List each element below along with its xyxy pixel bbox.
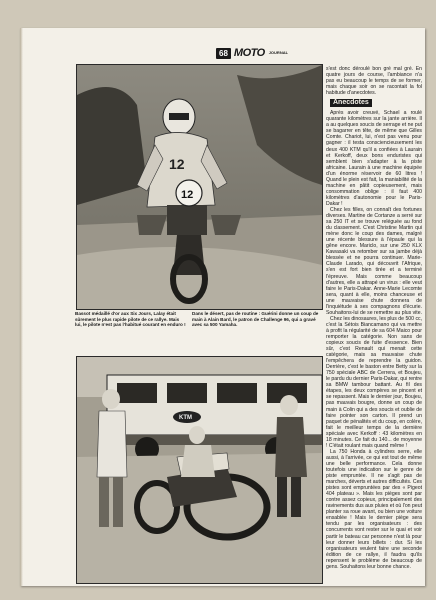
magazine-logo-sub: JOURNAL xyxy=(268,50,289,55)
article-heading: Anecdotes xyxy=(330,99,372,107)
rider-photo xyxy=(76,64,323,310)
number-plate: 12 xyxy=(181,189,194,201)
article-paragraph: Après avoir creuvé, Schael a roulé quarante kilomètres sur la jante arrière. Il a au quelques soucis de serrage et ne put se bagarrer en tête, de même que Gilles Comte. Chariot, lui, n'est pas venu pour gagner : il testa consciencieusement les deux 400 KTM qu'il a confiées à Laurain et Kerkoff, deux bons enduristes qui semblent bien s'adapter à la piste africaine. Laurain à une machine équipée d'un énorme réservoir de 60 litres ! Quand le plein est fait, la maniabilité de la machine en pâtit copieusement, mais consommation oblige : il faut 400 kilomètres d'autonomie pour le Paris-Dakar ! xyxy=(326,110,422,207)
caption-rider-photo: Bassot médaillé d'or aux Six Jours, Lalay était sûrement le plus rapide pilote de ce rallye. Mais lui, le pilote n'est pas l'habitué courant en enduro ! xyxy=(75,311,186,328)
desert-truck-photo xyxy=(76,356,323,584)
magazine-logo: MOTO xyxy=(233,47,265,59)
article-paragraph: Chez les dinosaures, les plus de 500 cc, c'est la Sétois Biancamano qui va mettre à profit la régularité de sa 604 Maico pour remporter la catégorie. Non sans de copieux soucis de fuite d'essence. Bien sûr, c'est Renault qui menait cette catégorie, mais sa mauvaise chute l'empêchera de reprendre la guidon. Derrière, c'est le baston entre Betty sur la 750 spéciale ABC de Cerrera, et Boujeu, le pardu du dernier Paris-Dakar, qui rentre sa BMW tambour battant. Au fil des étapes, les deux compères se pincent et se repassent. Mais le dernier jour, Boujeu, pas mauvais bougre, donne un coup de main à Colin qui a des soucis et oublie de faire pointer son carton. Il prend un paquet de pénalités et du coup, en colère, fait le meilleur temps de la dernière spéciale avec Kerkoff : 43 kilomètres en 18 minutes. Ce fait du 140... de moyenne ! C'était roulant mais quand même ! xyxy=(326,315,422,449)
page-header xyxy=(216,46,289,60)
article-intro: s'est donc déroulé bon gré mal gré. En quatre jours de course, l'ambiance n'a pas eu beaucoup le temps de se former, mais chaque soir on se racontait la fol habitude d'anecdotes. xyxy=(326,66,422,97)
magazine-page xyxy=(20,28,425,586)
article-paragraph: Chez les filles, on connaît des fortunes diverses. Martine de Cortanze a serré sur sa 250 IT et se trouve reléguée au fond du classement. C'est Christine Martin qui mène donc le coup des dames, malgré une récente blessure à l'épaule qui la gêne encore. Mariclo, sur une 250 KLX Kawasaki va retomber sur sa jambe déjà blessée et ne pourra continuer. Marie-Claude Larado, qui découvrit l'Afrique, s'en est fort bien tirée et a terminé l'épreuve. Mais comme beaucoup d'autres, elle a attrapé un virus : elle veut faire le Paris-Dakar. Anne-Marie Lecomte sera, quant à elle, moins chanceuse et une mauvaise chute donnera de l'inquiétude à ses compagnons d'écurie. Souhaitons-lui de se remettre au plus vite. xyxy=(326,206,422,316)
jersey-number: 12 xyxy=(169,156,185,172)
article-paragraph: La 750 Honda à cylindres serre, elle aussi, à l'arrivée, ce qui est tout de même une belle performance. Cela donne toutefois une indication sur le genre de piste empruntée. Il ne s'agit pas de marches, déverts et autres difficultés. Ces pistes sont empruntées par des « Pigeot 404 plateau ». Mais les pièges sont par contre assez copieux, principalement des ravinements dus aux pluies et où l'on peut planter sa roue avant, ou bien une voiture ensablée ! Mais le dernier piège sera tendu par les organisateurs : des concurrents vont rester sur le quai et voir partir le bateau car personne n'est là pour leur donner leurs billets : dur. Si les organisateurs veulent faire une seconde édition de ce rallye, il faudra qu'ils repensent le problème de beaucoup de gens. Souhaitons leur bonne chance. xyxy=(326,448,422,570)
article-column xyxy=(326,66,422,578)
truck-ktm-sign: KTM xyxy=(179,415,192,421)
page-number: 68 xyxy=(216,48,231,59)
caption-desert-photo: Dans le désert, pas de routine : Guérini donne un coup de main à Alain Bard, le patron de Challenge 96, qui a gravé avec sa 500 Yamaha. xyxy=(192,311,319,328)
